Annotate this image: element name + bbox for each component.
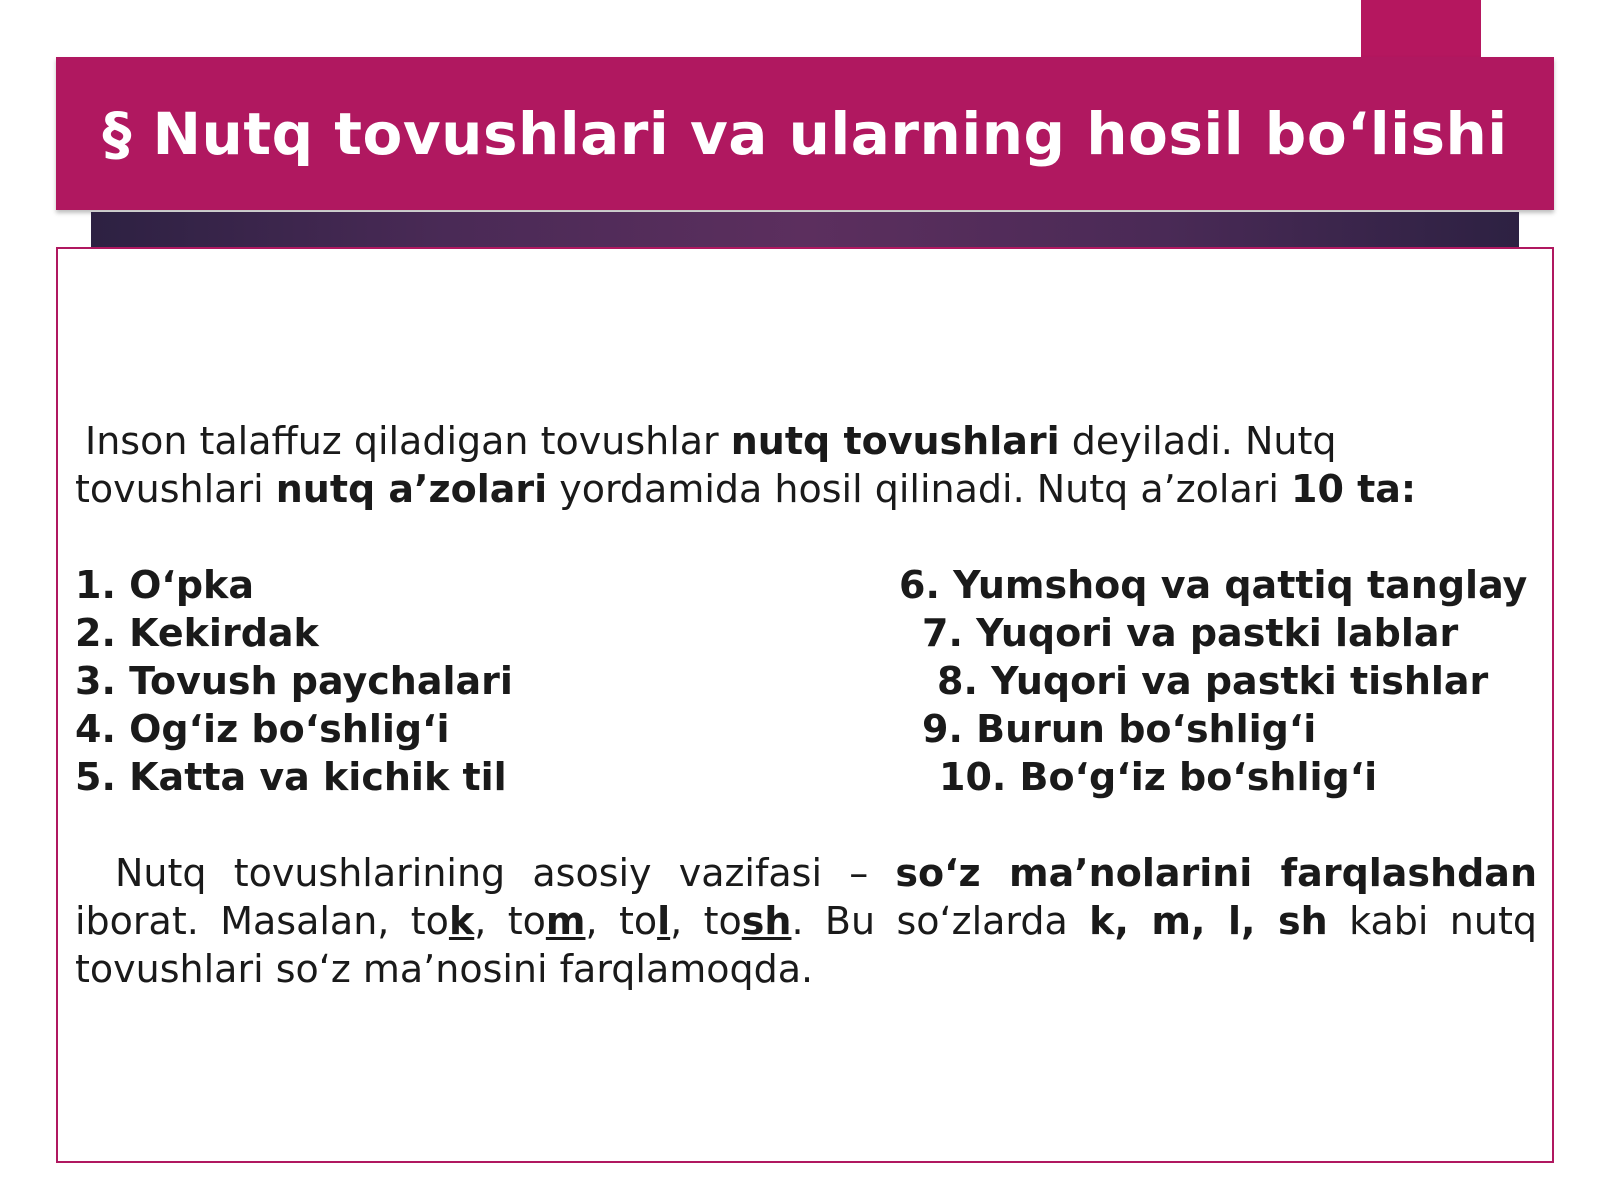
example-sound-l: l [657,899,671,943]
para-sep: , to [474,899,546,943]
list-item: 10. Bo‘g‘iz bo‘shlig‘i [939,755,1378,799]
function-paragraph [75,849,1537,993]
organ-count: 10 ta: [1291,467,1417,511]
term-nutq-tovushlari: nutq tovushlari [730,419,1060,463]
para-text-4: kabi nutq tovushlari so‘z ma’nosini farqlamoqda. [75,899,1537,991]
para-text-2: iborat. Masalan, to [75,899,449,943]
intro-text-1: Inson talaffuz qiladigan tovushlar [85,419,731,463]
intro-text-2: deyiladi. Nutq tovushlari [75,419,1337,511]
organs-list-left [75,561,513,801]
term-nutq-azolari: nutq a’zolari [275,467,548,511]
list-item: 3. Tovush paychalari [75,659,513,703]
list-item: 7. Yuqori va pastki lablar [922,611,1459,655]
list-item: 2. Kekirdak [75,611,319,655]
example-sound-k: k [448,899,475,943]
example-sounds-list: k, m, l, sh [1089,899,1328,943]
term-farqlash: so‘z ma’nolarini farqlashdan [895,851,1538,895]
intro-paragraph [75,417,1537,513]
example-sound-sh: sh [741,899,792,943]
list-item: 1. O‘pka [75,563,254,607]
example-sound-m: m [545,899,586,943]
organs-lists [75,561,1537,801]
para-sep: , to [585,899,658,943]
decorative-tab [1361,0,1481,57]
para-sep: , to [670,899,742,943]
para-text-3: . Bu so‘zlarda [791,899,1090,943]
title-banner [56,57,1554,210]
page-title: § Nutq tovushlari va ularning hosil bo‘lishi [102,99,1508,168]
para-text-1: Nutq tovushlarining asosiy vazifasi – [115,851,896,895]
intro-text-3: yordamida hosil qilinadi. Nutq a’zolari [547,467,1291,511]
content-box [56,247,1554,1163]
list-item: 8. Yuqori va pastki tishlar [937,659,1489,703]
list-item: 4. Og‘iz bo‘shlig‘i [75,707,450,751]
list-item: 9. Burun bo‘shlig‘i [922,707,1317,751]
list-item: 5. Katta va kichik til [75,755,507,799]
organs-list-right [899,561,1527,801]
list-item: 6. Yumshoq va qattiq tanglay [899,563,1528,607]
banner-shadow-bar [91,212,1519,248]
